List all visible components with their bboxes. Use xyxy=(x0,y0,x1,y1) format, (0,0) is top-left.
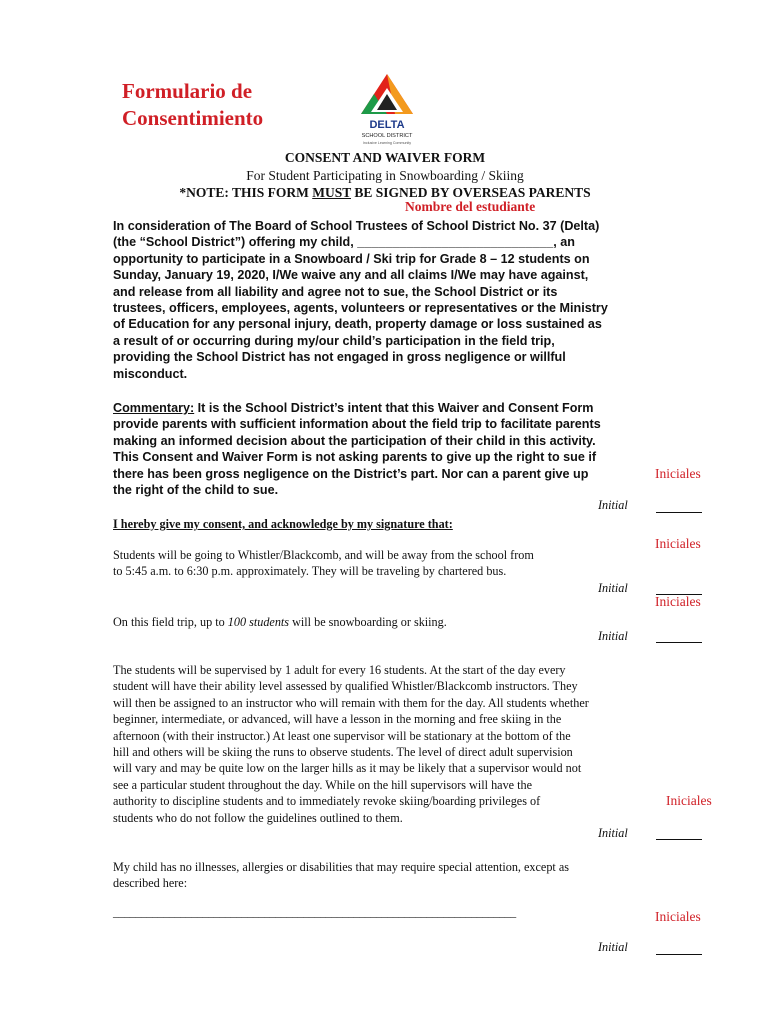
supervision-line: will vary and may be quite low on the larger hills as it may be likely that a supervisor would not xyxy=(113,761,582,776)
medical-line: My child has no illnesses, allergies or disabilities that may require special attention, except as xyxy=(113,860,570,874)
consideration-line: and release from all liability and agree not to sue, the School District or its xyxy=(113,284,558,299)
note-suffix: BE SIGNED BY OVERSEAS PARENTS xyxy=(350,185,591,200)
consideration-line: In consideration of The Board of School Trustees of School District No. 37 (Delta) xyxy=(113,219,600,233)
supervision-line: student will have their ability level assessed by qualified Whistler/Blackcomb instructors. They xyxy=(113,679,578,694)
commentary-line xyxy=(113,400,601,416)
supervision-paragraph xyxy=(113,662,589,826)
para2-suffix: will be snowboarding or skiing. xyxy=(289,615,447,629)
student-count-line xyxy=(113,614,447,630)
medical-paragraph xyxy=(113,859,569,892)
spanish-title-line-2: Consentimiento xyxy=(122,106,264,130)
iniciales-label: Iniciales xyxy=(655,909,701,924)
consideration-line: providing the School District has not engaged in gross negligence or willful xyxy=(113,350,566,365)
logo-tagline-text: Inclusive Learning Community xyxy=(362,141,412,145)
consideration-line: of Education for any personal injury, death, property damage or loss sustained as xyxy=(113,317,602,332)
iniciales-label: Iniciales xyxy=(655,466,701,481)
delta-logo-icon xyxy=(347,72,427,150)
bus-paragraph xyxy=(113,547,534,580)
commentary-line: provide parents with sufficient information about the field trip to facilitate parents xyxy=(113,417,601,432)
spanish-title-line-1: Formulario de xyxy=(122,79,253,103)
supervision-line: students who do not follow the guidelines outlined to them. xyxy=(113,810,403,825)
supervision-line: hill and others will be skiing the runs to observe students. The level of direct adult supervision xyxy=(113,745,573,760)
supervision-line: beginner, intermediate, or advanced, will have a lesson in the morning and free skiing in the xyxy=(113,712,562,727)
medical-line: described here: xyxy=(113,876,188,891)
supervision-line: authority to discipline students and to immediately revoke skiing/boarding privileges of xyxy=(113,794,541,809)
medical-description-field[interactable]: ________________________________________________________________________ xyxy=(113,906,516,919)
note-prefix: *NOTE: THIS FORM xyxy=(179,185,313,200)
consideration-paragraph xyxy=(113,218,608,382)
consideration-line: (the “School District”) offering my child, ____________________________, an xyxy=(113,235,576,250)
logo-district-text: SCHOOL DISTRICT xyxy=(361,133,413,139)
para2-count: 100 students xyxy=(227,615,290,629)
iniciales-label: Iniciales xyxy=(655,594,701,609)
overseas-note xyxy=(0,185,770,201)
initial-signature-line[interactable] xyxy=(656,953,702,955)
consent-heading: I hereby give my consent, and acknowledge by my signature that: xyxy=(113,517,453,531)
initial-label: Initial xyxy=(598,629,628,643)
bus-line: Students will be going to Whistler/Blackcomb, and will be away from the school from xyxy=(113,548,534,562)
commentary-text: It is the School District’s intent that this Waiver and Consent Form xyxy=(194,401,594,415)
commentary-line: there has been gross negligence on the District’s part. Nor can a parent give up xyxy=(113,466,589,481)
note-must: MUST xyxy=(312,185,351,200)
initial-label: Initial xyxy=(598,581,628,595)
form-title: CONSENT AND WAIVER FORM xyxy=(284,150,486,165)
iniciales-label: Iniciales xyxy=(655,536,701,551)
student-name-label: Nombre del estudiante xyxy=(405,199,536,214)
commentary-line: the right of the child to sue. xyxy=(113,483,279,498)
consideration-line: Sunday, January 19, 2020, I/We waive any and all claims I/We may have against, xyxy=(113,268,589,283)
form-subtitle: For Student Participating in Snowboarding / Skiing xyxy=(246,168,524,183)
initial-signature-line[interactable] xyxy=(656,511,702,513)
para2-prefix: On this field trip, up to xyxy=(113,615,228,629)
initial-signature-line[interactable] xyxy=(656,641,702,643)
supervision-line: afternoon (with their instructor.) At least one supervisor will be stationary at the bottom of the xyxy=(113,728,571,743)
consideration-line: opportunity to participate in a Snowboard / Ski trip for Grade 8 – 12 students on xyxy=(113,251,590,266)
supervision-line: will then be assigned to an instructor who will remain with them for the day. All students whether xyxy=(113,695,589,710)
initial-label: Initial xyxy=(598,940,628,954)
iniciales-label: Iniciales xyxy=(666,793,712,808)
consideration-line: a result of or occurring during my/our child’s participation in the field trip, xyxy=(113,333,555,348)
logo-delta-text: DELTA xyxy=(369,119,405,131)
initial-signature-line[interactable] xyxy=(656,838,702,840)
commentary-line: This Consent and Waiver Form is not asking parents to give up the right to sue if xyxy=(113,450,597,465)
supervision-line: The students will be supervised by 1 adult for every 16 students. At the start of the day every xyxy=(113,663,566,677)
bus-line: to 5:45 a.m. to 6:30 p.m. approximately. They will be traveling by chartered bus. xyxy=(113,564,507,579)
commentary-line: making an informed decision about the participation of their child in this activity. xyxy=(113,433,596,448)
initial-label: Initial xyxy=(598,498,628,512)
commentary-label: Commentary: xyxy=(113,401,195,415)
initial-label: Initial xyxy=(598,826,628,840)
supervision-line: see a particular student throughout the day. While on the hill supervisors will have the xyxy=(113,777,533,792)
spanish-form-title xyxy=(122,78,263,132)
commentary-paragraph xyxy=(113,400,601,498)
delta-school-district-logo xyxy=(347,72,427,150)
consideration-line: misconduct. xyxy=(113,366,188,381)
consideration-line: trustees, officers, employees, agents, volunteers or representatives or the Ministry xyxy=(113,301,608,316)
